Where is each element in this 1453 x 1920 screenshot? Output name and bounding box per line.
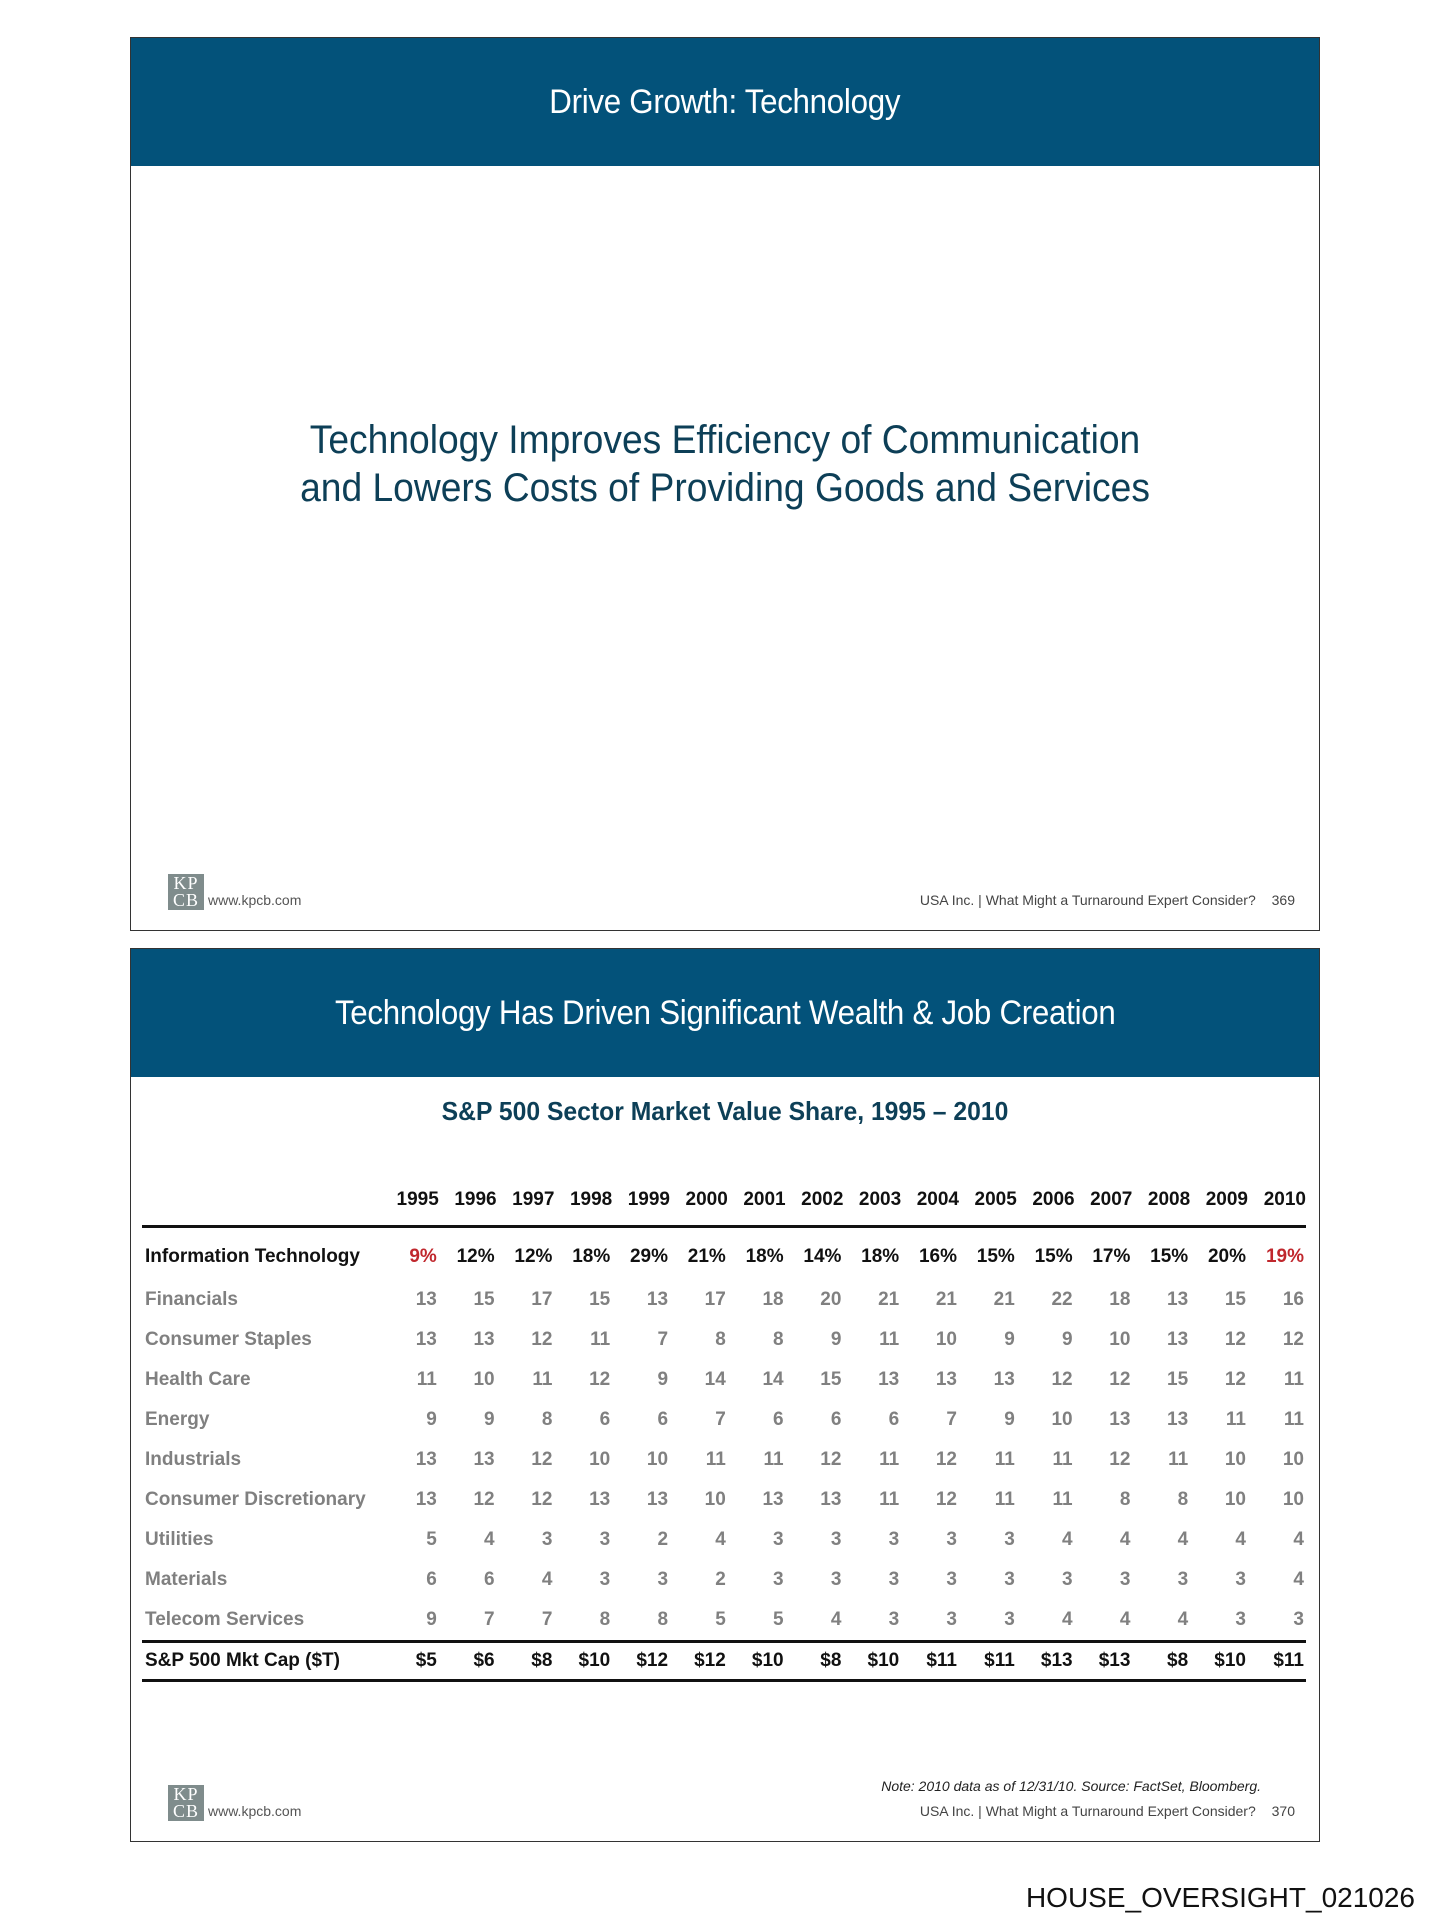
share-cell: 12 (1224, 1369, 1246, 1390)
table-row (142, 1600, 1306, 1642)
share-cell: 13 (415, 1449, 437, 1470)
share-cell: 7 (946, 1409, 957, 1430)
year-header-2005: 2005 (959, 1181, 1017, 1227)
share-cell: 15 (589, 1289, 611, 1310)
share-cell: 11 (994, 1489, 1015, 1510)
share-cell: 3 (946, 1609, 957, 1630)
kpcb-logo-icon (168, 874, 204, 910)
year-header-2002: 2002 (786, 1181, 844, 1227)
share-cell: 19% (1265, 1246, 1304, 1267)
share-cell: 8 (1177, 1489, 1189, 1510)
year-header-1996: 1996 (439, 1181, 497, 1227)
share-cell: 9 (1004, 1329, 1015, 1350)
year-header-1998: 1998 (554, 1181, 612, 1227)
share-cell: 9 (1004, 1409, 1015, 1430)
share-cell: 5 (715, 1609, 726, 1630)
share-cell: 13 (1109, 1409, 1131, 1430)
table-body (142, 1227, 1306, 1681)
share-cell: 13 (762, 1489, 784, 1510)
share-cell: 10 (935, 1329, 957, 1350)
footer-series-title: USA Inc. | What Might a Turnaround Expert Consider? (919, 892, 1256, 908)
share-cell: 4 (1293, 1529, 1304, 1550)
year-header-2000: 2000 (670, 1181, 728, 1227)
market-cap-cell: $12 (612, 1642, 670, 1681)
share-cell: 14% (803, 1246, 842, 1267)
share-cell: 18% (861, 1246, 900, 1267)
share-cell: 12 (1224, 1329, 1246, 1350)
footer-series (920, 1803, 1295, 1819)
statement-line-1: Technology Improves Efficiency of Communication (309, 418, 1141, 462)
share-cell: 5 (773, 1609, 784, 1630)
share-cell: 16 (1282, 1289, 1304, 1310)
share-cell: 22 (1051, 1289, 1073, 1310)
bates-number: HOUSE_OVERSIGHT_021026 (1025, 1882, 1415, 1913)
share-cell: 9 (657, 1369, 669, 1390)
share-cell: 21 (878, 1289, 900, 1310)
source-note: Note: 2010 data as of 12/31/10. Source: FactSet, Bloomberg. (881, 1778, 1261, 1794)
share-cell: 4 (715, 1529, 726, 1550)
share-cell: 12 (1109, 1449, 1131, 1470)
share-cell: 6 (773, 1409, 784, 1430)
share-cell: 18% (745, 1246, 784, 1267)
share-cell: 3 (946, 1569, 957, 1590)
table-title: S&P 500 Sector Market Value Share, 1995 – 2010 (441, 1096, 1009, 1126)
share-cell: 6 (484, 1569, 495, 1590)
share-cell: 12 (935, 1489, 957, 1510)
share-cell: 12 (1282, 1329, 1304, 1350)
share-cell: 3 (1177, 1569, 1189, 1590)
sector-label: Health Care (145, 1369, 251, 1390)
slide-370 (130, 948, 1320, 1842)
share-cell: 10 (1224, 1489, 1246, 1510)
share-cell: 10 (1051, 1409, 1073, 1430)
market-cap-cell: $8 (786, 1642, 844, 1681)
share-cell: 7 (484, 1609, 495, 1630)
share-cell: 3 (599, 1529, 611, 1550)
share-cell: 9 (1062, 1329, 1073, 1350)
share-cell: 3 (830, 1529, 842, 1550)
share-cell: 3 (830, 1569, 842, 1590)
share-cell: 7 (715, 1409, 726, 1430)
year-header-1999: 1999 (612, 1181, 670, 1227)
share-cell: 12 (473, 1489, 495, 1510)
logo-bottom-text: CB (172, 890, 199, 910)
share-cell: 3 (946, 1529, 957, 1550)
year-header-2010: 2010 (1248, 1181, 1306, 1227)
share-cell: 18 (1109, 1289, 1131, 1310)
market-cap-cell: $13 (1017, 1642, 1075, 1681)
footer-series (920, 892, 1295, 908)
share-cell: 13 (1167, 1409, 1189, 1430)
footer-url-link[interactable]: www.kpcb.com (208, 1803, 302, 1819)
table-header-row (142, 1181, 1306, 1227)
share-cell: 4 (1293, 1569, 1304, 1590)
share-cell: 14 (704, 1369, 726, 1390)
share-cell: 11 (1283, 1409, 1304, 1430)
share-cell: 11 (416, 1369, 437, 1390)
share-cell: 4 (1119, 1609, 1131, 1630)
share-cell: 21 (993, 1289, 1015, 1310)
share-cell: 13 (820, 1489, 842, 1510)
page-number: 370 (1271, 1803, 1295, 1819)
share-cell: 10 (1282, 1489, 1304, 1510)
share-cell: 10 (473, 1369, 495, 1390)
statement-line-2: and Lowers Costs of Providing Goods and Services (300, 466, 1150, 510)
slide-369 (130, 37, 1320, 931)
share-cell: 11 (1283, 1369, 1304, 1390)
share-cell: 6 (888, 1409, 900, 1430)
share-cell: 3 (1119, 1569, 1131, 1590)
market-cap-cell: $13 (1075, 1642, 1133, 1681)
share-cell: 12 (820, 1449, 842, 1470)
share-cell: 9 (426, 1409, 437, 1430)
share-cell: 15% (976, 1246, 1015, 1267)
share-cell: 3 (1062, 1569, 1073, 1590)
year-header-2003: 2003 (843, 1181, 901, 1227)
sector-share-table (142, 1181, 1306, 1682)
slide-title: Drive Growth: Technology (549, 82, 901, 121)
share-cell: 11 (590, 1329, 611, 1350)
share-cell: 4 (541, 1569, 553, 1590)
slide-title: Technology Has Driven Significant Wealth & Job Creation (334, 993, 1116, 1032)
footer-series-title: USA Inc. | What Might a Turnaround Expert Consider? (919, 1803, 1256, 1819)
share-cell: 20% (1207, 1246, 1246, 1267)
share-cell: 12 (935, 1449, 957, 1470)
market-cap-cell: $11 (959, 1642, 1017, 1681)
share-cell: 3 (599, 1569, 611, 1590)
share-cell: 10 (1109, 1329, 1131, 1350)
share-cell: 13 (993, 1369, 1015, 1390)
share-cell: 2 (715, 1569, 726, 1590)
table-row (142, 1440, 1306, 1480)
share-cell: 13 (473, 1449, 495, 1470)
share-cell: 9 (830, 1329, 842, 1350)
logo-bottom-text: CB (172, 1801, 199, 1821)
market-cap-cell: $10 (554, 1642, 612, 1681)
share-cell: 11 (879, 1489, 900, 1510)
share-cell: 21 (935, 1289, 957, 1310)
share-cell: 17% (1092, 1246, 1131, 1267)
share-cell: 13 (473, 1329, 495, 1350)
sector-label: Materials (145, 1569, 228, 1590)
share-cell: 3 (1004, 1609, 1015, 1630)
share-cell: 3 (888, 1609, 900, 1630)
market-cap-cell: $11 (1248, 1642, 1306, 1681)
share-cell: 8 (541, 1409, 553, 1430)
share-cell: 3 (657, 1569, 669, 1590)
share-cell: 13 (646, 1489, 669, 1510)
share-cell: 12 (531, 1449, 553, 1470)
share-cell: 11 (879, 1329, 900, 1350)
market-cap-cell: $10 (728, 1642, 786, 1681)
year-header-1995: 1995 (381, 1181, 439, 1227)
share-cell: 17 (531, 1289, 553, 1310)
share-cell: 7 (541, 1609, 553, 1630)
year-header-2004: 2004 (901, 1181, 959, 1227)
table-row (142, 1480, 1306, 1520)
year-header-2006: 2006 (1017, 1181, 1075, 1227)
share-cell: 13 (415, 1329, 437, 1350)
footer-url-link[interactable]: www.kpcb.com (208, 892, 302, 908)
share-cell: 3 (1004, 1529, 1015, 1550)
table-row (142, 1560, 1306, 1600)
share-cell: 11 (1168, 1449, 1189, 1470)
share-cell: 4 (1177, 1609, 1189, 1630)
share-cell: 15 (1224, 1289, 1246, 1310)
share-cell: 4 (1177, 1529, 1189, 1550)
table-row (142, 1400, 1306, 1440)
share-cell: 15% (1150, 1246, 1189, 1267)
share-cell: 29% (629, 1246, 669, 1267)
share-cell: 4 (1235, 1529, 1246, 1550)
year-header-2001: 2001 (728, 1181, 786, 1227)
share-cell: 12 (589, 1369, 611, 1390)
share-cell: 3 (888, 1529, 900, 1550)
share-cell: 10 (704, 1489, 726, 1510)
sector-label: Industrials (145, 1449, 242, 1470)
market-cap-cell: $8 (497, 1642, 555, 1681)
total-market-cap-row (142, 1642, 1306, 1681)
share-cell: 8 (657, 1609, 669, 1630)
share-cell: 11 (763, 1449, 784, 1470)
share-cell: 13 (1167, 1289, 1189, 1310)
year-header-2009: 2009 (1190, 1181, 1248, 1227)
share-cell: 4 (1062, 1529, 1073, 1550)
share-cell: 15% (1034, 1246, 1073, 1267)
share-cell: 21% (687, 1246, 726, 1267)
share-cell: 17 (704, 1289, 726, 1310)
slide-statement (173, 416, 1278, 512)
share-cell: 5 (426, 1529, 437, 1550)
share-cell: 10 (1282, 1449, 1304, 1470)
slide-header-band (131, 949, 1319, 1077)
share-cell: 3 (773, 1529, 784, 1550)
share-cell: 4 (1062, 1609, 1073, 1630)
share-cell: 11 (1225, 1409, 1246, 1430)
header-label-cell (142, 1181, 381, 1227)
market-cap-cell: $6 (439, 1642, 497, 1681)
share-cell: 10 (646, 1449, 669, 1470)
share-cell: 3 (1235, 1569, 1246, 1590)
total-label: S&P 500 Mkt Cap ($T) (142, 1642, 381, 1681)
share-cell: 8 (773, 1329, 784, 1350)
market-cap-cell: $12 (670, 1642, 728, 1681)
share-cell: 15 (1167, 1369, 1189, 1390)
share-cell: 10 (589, 1449, 611, 1470)
share-cell: 12% (456, 1246, 495, 1267)
share-cell: 13 (589, 1489, 611, 1510)
share-cell: 2 (657, 1529, 669, 1550)
share-cell: 11 (1052, 1489, 1073, 1510)
kpcb-logo-icon (168, 1785, 204, 1821)
share-cell: 12 (1051, 1369, 1073, 1390)
share-cell: 3 (541, 1529, 553, 1550)
table-row (142, 1360, 1306, 1400)
share-cell: 3 (773, 1569, 784, 1590)
share-cell: 11 (1052, 1449, 1073, 1470)
share-cell: 9 (426, 1609, 437, 1630)
share-cell: 8 (1119, 1489, 1131, 1510)
share-cell: 18% (572, 1246, 611, 1267)
logo-top-text: KP (173, 1784, 199, 1804)
share-cell: 3 (1235, 1609, 1246, 1630)
share-cell: 15 (820, 1369, 842, 1390)
share-cell: 3 (1004, 1569, 1015, 1590)
share-cell: 8 (715, 1329, 726, 1350)
share-cell: 13 (646, 1289, 669, 1310)
sector-label: Information Technology (145, 1246, 360, 1267)
year-header-2007: 2007 (1075, 1181, 1133, 1227)
share-cell: 8 (599, 1609, 611, 1630)
share-cell: 11 (705, 1449, 726, 1470)
share-cell: 9 (484, 1409, 495, 1430)
share-cell: 14 (762, 1369, 784, 1390)
share-cell: 10 (1224, 1449, 1246, 1470)
share-cell: 4 (484, 1529, 495, 1550)
market-cap-cell: $10 (843, 1642, 901, 1681)
sector-label: Utilities (145, 1529, 214, 1550)
market-cap-cell: $11 (901, 1642, 959, 1681)
share-cell: 6 (657, 1409, 669, 1430)
table-row (142, 1520, 1306, 1560)
share-cell: 4 (1119, 1529, 1131, 1550)
share-cell: 4 (830, 1609, 842, 1630)
share-cell: 9% (409, 1246, 437, 1267)
market-cap-cell: $8 (1132, 1642, 1190, 1681)
share-cell: 3 (1293, 1609, 1304, 1630)
share-cell: 11 (994, 1449, 1015, 1470)
sector-label: Consumer Discretionary (145, 1489, 366, 1510)
share-cell: 13 (1167, 1329, 1189, 1350)
sector-label: Consumer Staples (145, 1329, 312, 1350)
year-header-1997: 1997 (497, 1181, 555, 1227)
share-cell: 13 (415, 1289, 437, 1310)
sector-label: Energy (145, 1409, 210, 1430)
share-cell: 15 (473, 1289, 495, 1310)
share-cell: 20 (820, 1289, 842, 1310)
share-cell: 6 (830, 1409, 842, 1430)
market-cap-cell: $10 (1190, 1642, 1248, 1681)
share-cell: 6 (599, 1409, 611, 1430)
slide-header-band (131, 38, 1319, 166)
share-cell: 3 (888, 1569, 900, 1590)
share-cell: 13 (415, 1489, 437, 1510)
share-cell: 12 (531, 1489, 553, 1510)
table-row (142, 1320, 1306, 1360)
sector-label: Telecom Services (145, 1609, 305, 1630)
share-cell: 7 (657, 1329, 669, 1350)
share-cell: 11 (532, 1369, 553, 1390)
share-cell: 12 (531, 1329, 553, 1350)
sector-label: Financials (145, 1289, 238, 1310)
share-cell: 11 (879, 1449, 900, 1470)
share-cell: 18 (762, 1289, 784, 1310)
share-cell: 13 (878, 1369, 900, 1390)
page-number: 369 (1271, 892, 1295, 908)
table-row (142, 1227, 1306, 1281)
share-cell: 12% (514, 1246, 553, 1267)
share-cell: 16% (918, 1246, 957, 1267)
market-cap-cell: $5 (381, 1642, 439, 1681)
share-cell: 13 (935, 1369, 957, 1390)
year-header-2008: 2008 (1132, 1181, 1190, 1227)
logo-top-text: KP (173, 873, 199, 893)
table-row (142, 1280, 1306, 1320)
share-cell: 12 (1109, 1369, 1131, 1390)
share-cell: 6 (426, 1569, 437, 1590)
